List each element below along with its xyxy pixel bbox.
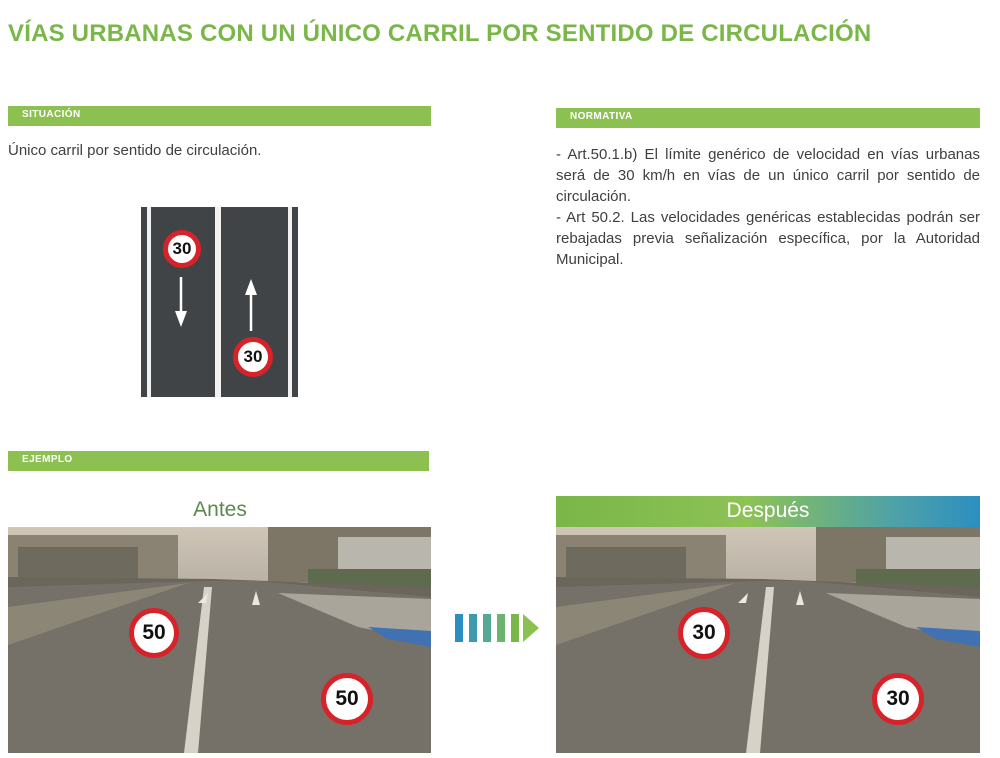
despues-label: Después (556, 496, 980, 527)
lane-edge-line (288, 207, 292, 397)
lane-edge-line (147, 207, 151, 397)
antes-label: Antes (193, 498, 247, 521)
speed-limit-value: 30 (692, 621, 716, 644)
speed-limit-sign-icon (321, 673, 373, 725)
speed-limit-value: 50 (142, 621, 166, 644)
section-label: NORMATIVA (570, 111, 633, 122)
speed-limit-sign-icon (129, 608, 179, 658)
speed-limit-sign-icon (678, 607, 730, 659)
speed-limit-value: 30 (172, 239, 192, 258)
section-header-ejemplo (8, 451, 429, 471)
antes-photo (8, 527, 431, 753)
normativa-item: - Art.50.1.b) El límite genérico de velocidad en vías urbanas será de 30 km/h en vías de un único carril por sentido de circulación. (556, 146, 980, 205)
section-header-normativa (556, 108, 980, 128)
situacion-text: Único carril por sentido de circulación. (8, 142, 262, 159)
despues-photo (556, 527, 980, 753)
speed-limit-value: 30 (243, 347, 263, 366)
speed-limit-sign-icon (233, 337, 273, 377)
section-label: EJEMPLO (22, 454, 73, 465)
arrow-up-icon (243, 279, 259, 331)
normativa-item: - Art 50.2. Las velocidades genéricas establecidas podrán ser rebajadas previa señalización específica, por la Autoridad Municipal. (556, 209, 980, 268)
speed-limit-sign-icon (163, 230, 201, 268)
road-diagram (141, 207, 298, 397)
normativa-text (556, 144, 980, 270)
section-label: SITUACIÓN (22, 109, 81, 120)
speed-limit-value: 50 (335, 687, 359, 710)
transition-arrow-icon (455, 614, 539, 642)
arrow-down-icon (173, 277, 189, 329)
section-header-situacion (8, 106, 431, 126)
speed-limit-value: 30 (886, 687, 910, 710)
lane-center-line (215, 207, 221, 397)
speed-limit-sign-icon (872, 673, 924, 725)
page-title: VÍAS URBANAS CON UN ÚNICO CARRIL POR SENTIDO DE CIRCULACIÓN (8, 20, 872, 47)
